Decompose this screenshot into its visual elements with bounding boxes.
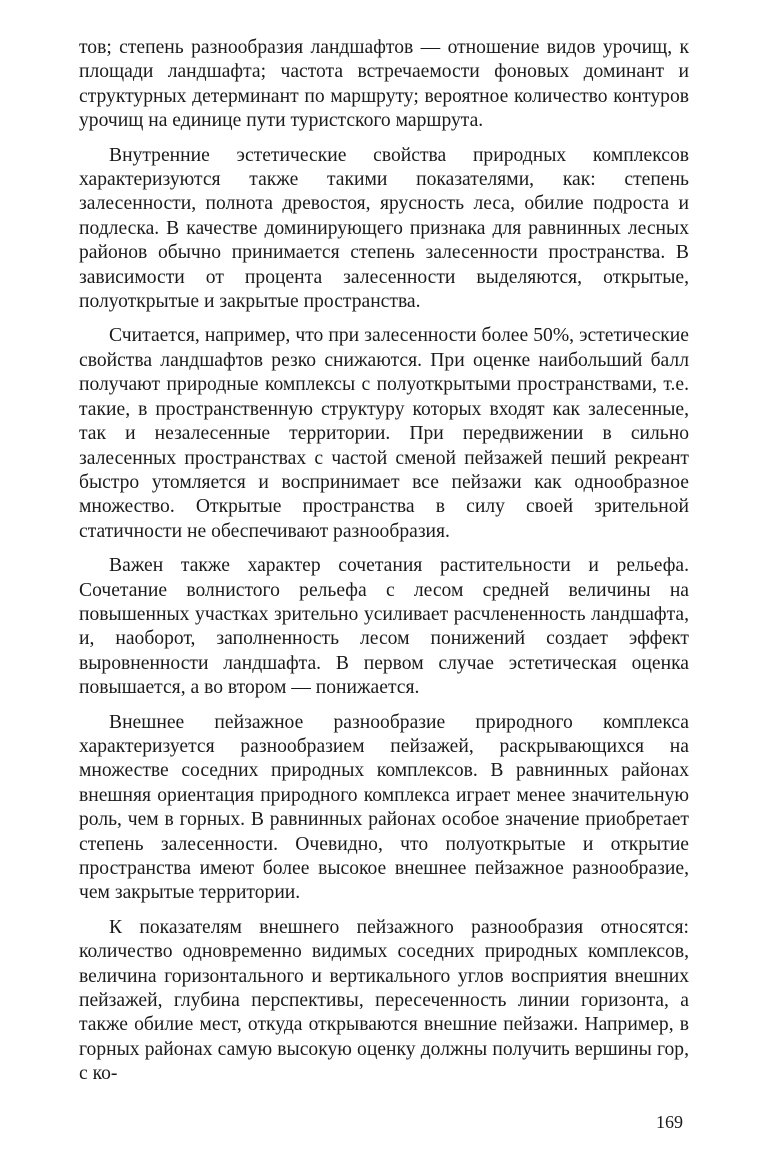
paragraph-internal-properties: Внутренние эстетические свойства природных комплексов характеризуются также такими показателями, как: степень залесенности, полнота древостоя, ярусность леса, обилие подроста и подлеска. В качестве доминирующего признака для равнинных лесных районов обычно принимается степень залесенности пространства. В зависимости от процента залесенности выделяются, открытые, полуоткрытые и закрытые пространства. bbox=[79, 144, 689, 313]
paragraph-external-diversity: Внешнее пейзажное разнообразие природного комплекса характеризуется разнообразием пейзажей, раскрывающихся на множестве соседних природных комплексов. В равнинных районах внешняя ориентация природного комплекса играет менее значительную роль, чем в горных. В равнинных районах особое значение приобретает степень залесенности. Очевидно, что полуоткрытые и открытие пространства имеют более высокое внешнее пейзажное разнообразие, чем закрытые территории. bbox=[79, 711, 689, 904]
paragraph-forest-coverage: Считается, например, что при залесенности более 50%, эстетические свойства ландшафтов резко снижаются. При оценке наибольший балл получают природные комплексы с полуоткрытыми пространствами, т.е. такие, в пространственную структуру которых входят как залесенные, так и незалесенные территории. При передвижении в сильно залесенных пространствах с частой сменой пейзажей пеший рекреант быстро утомляется и воспринимает все пейзажи как однообразное множество. Открытые пространства в силу своей зрительной статичности не обеспечивают разнообразия. bbox=[79, 325, 689, 542]
page-body bbox=[79, 36, 689, 1097]
page-number: 169 bbox=[656, 1112, 683, 1132]
paragraph-external-indicators: К показателям внешнего пейзажного разнообразия относятся: количество одновременно видимых соседних природных комплексов, величина горизонтального и вертикального углов восприятия внешних пейзажей, глубина перспективы, пересеченность линии горизонта, а также обилие мест, откуда открываются внешние пейзажи. Например, в горных районах самую высокую оценку должны получить вершины гор, с ко- bbox=[79, 916, 689, 1085]
paragraph-continuation: тов; степень разнообразия ландшафтов — отношение видов урочищ, к площади ландшафта; частота встречаемости фоновых доминант и структурных детерминант по маршруту; вероятное количество контуров урочищ на единице пути туристского маршрута. bbox=[79, 37, 689, 132]
paragraph-relief-vegetation: Важен также характер сочетания растительности и рельефа. Сочетание волнистого рельефа с лесом средней величины на повышенных участках зрительно усиливает расчлененность ландшафта, и, наоборот, заполненность лесом понижений создает эффект выровненности ландшафта. В первом случае эстетическая оценка повышается, а во втором — понижается. bbox=[79, 555, 689, 699]
